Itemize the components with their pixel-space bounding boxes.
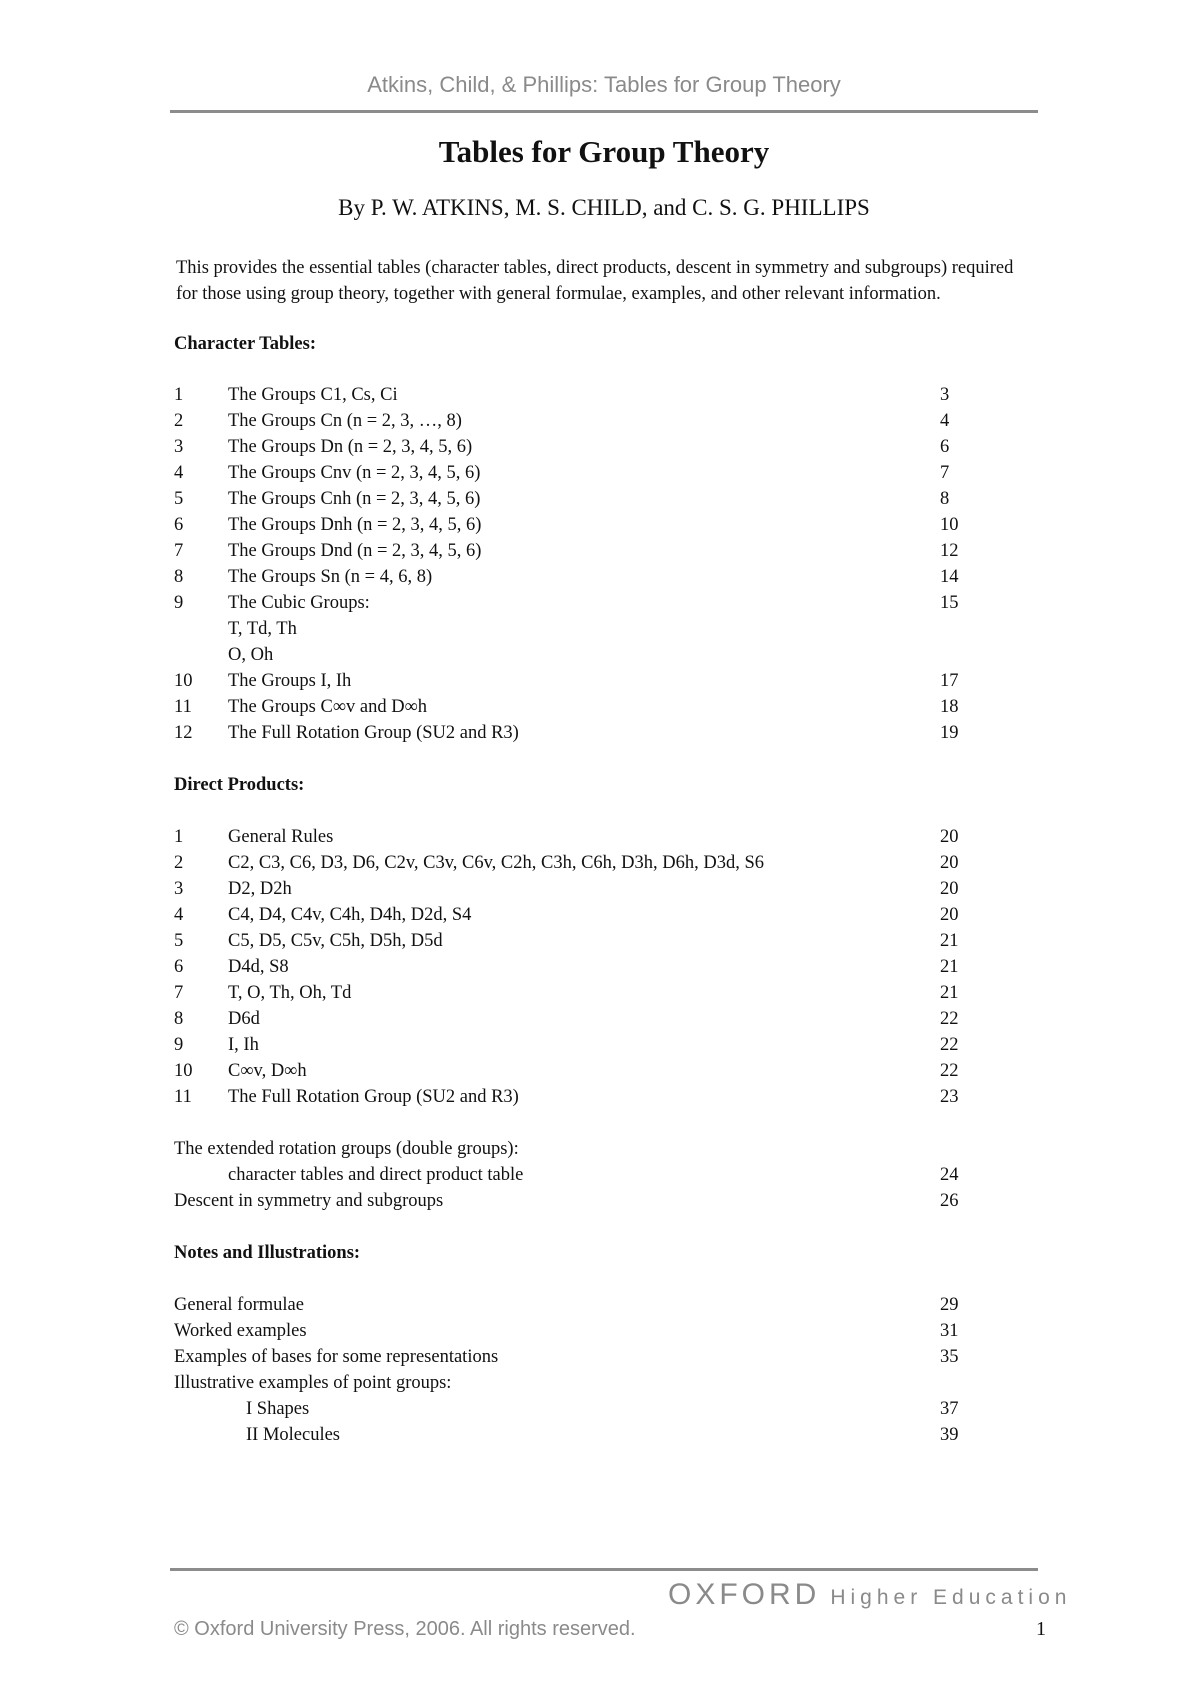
toc-page: 15 [940, 593, 959, 613]
toc-title: D2, D2h [228, 879, 292, 899]
toc-title: II Molecules [246, 1425, 341, 1445]
toc-page: 24 [940, 1165, 959, 1185]
toc-page: 4 [940, 411, 950, 431]
header-rule [170, 110, 1038, 113]
toc-number: 1 [174, 827, 184, 847]
toc-title: Examples of bases for some representations [174, 1347, 499, 1367]
intro-paragraph: This provides the essential tables (character tables, direct products, descent in symmetry and subgroups) required for those using group theory, together with general formulae, examples, and other relevant information. [176, 258, 1014, 304]
toc-title: The Groups Cnh (n = 2, 3, 4, 5, 6) [228, 489, 481, 509]
toc-number: 11 [174, 697, 192, 717]
toc-title: The Cubic Groups: [228, 593, 370, 613]
toc-page: 17 [940, 671, 959, 691]
toc-title: D4d, S8 [228, 957, 289, 977]
toc-page: 35 [940, 1347, 959, 1367]
toc-number: 2 [174, 853, 184, 873]
extended-groups-line: The extended rotation groups (double groups): [174, 1139, 519, 1159]
toc-title: The Groups Sn (n = 4, 6, 8) [228, 567, 433, 587]
toc-page: 22 [940, 1035, 959, 1055]
toc-page: 7 [940, 463, 950, 483]
toc-page: 23 [940, 1087, 959, 1107]
toc-number: 5 [174, 931, 184, 951]
toc-page: 8 [940, 489, 950, 509]
toc-title: The Full Rotation Group (SU2 and R3) [228, 723, 519, 743]
toc-title: General formulae [174, 1295, 304, 1315]
toc-title: C5, D5, C5v, C5h, D5h, D5d [228, 931, 443, 951]
toc-page: 21 [940, 957, 959, 977]
toc-title: The Groups I, Ih [228, 671, 352, 691]
toc-page: 12 [940, 541, 959, 561]
toc-page: 14 [940, 567, 959, 587]
toc-title: The Groups Dnd (n = 2, 3, 4, 5, 6) [228, 541, 482, 561]
toc-title: Illustrative examples of point groups: [174, 1373, 452, 1393]
toc-title: The Groups C1, Cs, Ci [228, 385, 398, 405]
toc-number: 11 [174, 1087, 192, 1107]
toc-number: 3 [174, 437, 184, 457]
toc-title: O, Oh [228, 645, 274, 665]
toc-title: T, O, Th, Oh, Td [228, 983, 352, 1003]
toc-title: C2, C3, C6, D3, D6, C2v, C3v, C6v, C2h, C3h, C6h, D3h, D6h, D3d, S6 [228, 853, 765, 873]
toc-number: 8 [174, 1009, 184, 1029]
running-head: Atkins, Child, & Phillips: Tables for Group Theory [367, 72, 841, 97]
toc-title: Worked examples [174, 1321, 307, 1341]
toc-page: 18 [940, 697, 959, 717]
toc-title: D6d [228, 1009, 260, 1029]
descent-line: Descent in symmetry and subgroups [174, 1191, 444, 1211]
copyright-notice: © Oxford University Press, 2006. All rights reserved. [174, 1618, 636, 1640]
toc-number: 10 [174, 1061, 193, 1081]
toc-page: 10 [940, 515, 959, 535]
character-tables-heading: Character Tables: [174, 334, 317, 354]
toc-number: 4 [174, 463, 184, 483]
toc-number: 7 [174, 541, 184, 561]
toc-title: C4, D4, C4v, C4h, D4h, D2d, S4 [228, 905, 472, 925]
toc-page: 20 [940, 905, 959, 925]
toc-number: 4 [174, 905, 184, 925]
direct-products-heading: Direct Products: [174, 775, 305, 795]
toc-number: 8 [174, 567, 184, 587]
toc-page: 20 [940, 879, 959, 899]
toc-page: 20 [940, 827, 959, 847]
toc-number: 9 [174, 593, 184, 613]
toc-title: I Shapes [246, 1399, 310, 1419]
toc-number: 9 [174, 1035, 184, 1055]
toc-number: 5 [174, 489, 184, 509]
toc-page: 37 [940, 1399, 959, 1419]
toc-page: 22 [940, 1061, 959, 1081]
toc-number: 6 [174, 957, 184, 977]
toc-page: 21 [940, 983, 959, 1003]
toc-title: The Groups C∞v and D∞h [228, 697, 428, 717]
oxford-logo [668, 1578, 1071, 1612]
toc-page: 39 [940, 1425, 959, 1445]
toc-page: 6 [940, 437, 950, 457]
toc-number: 6 [174, 515, 184, 535]
toc-page: 26 [940, 1191, 959, 1211]
toc-page: 21 [940, 931, 959, 951]
toc-title: I, Ih [228, 1035, 259, 1055]
toc-page: 19 [940, 723, 959, 743]
logo-main-text: OXFORD [668, 1578, 821, 1611]
toc-title: The Groups Cnv (n = 2, 3, 4, 5, 6) [228, 463, 481, 483]
logo-sub-text: Higher Education [830, 1586, 1072, 1609]
toc-number: 3 [174, 879, 184, 899]
notes-heading: Notes and Illustrations: [174, 1243, 361, 1263]
toc-page: 29 [940, 1295, 959, 1315]
toc-page: 20 [940, 853, 959, 873]
toc-number: 7 [174, 983, 184, 1003]
toc-page: 31 [940, 1321, 959, 1341]
toc-page: 22 [940, 1009, 959, 1029]
toc-title: The Full Rotation Group (SU2 and R3) [228, 1087, 519, 1107]
extended-groups-subline: character tables and direct product table [228, 1165, 524, 1185]
toc-title: The Groups Dn (n = 2, 3, 4, 5, 6) [228, 437, 473, 457]
toc-title: The Groups Dnh (n = 2, 3, 4, 5, 6) [228, 515, 482, 535]
toc-number: 12 [174, 723, 193, 743]
toc-title: T, Td, Th [228, 619, 297, 639]
toc-title: The Groups Cn (n = 2, 3, …, 8) [228, 411, 462, 431]
toc-number: 2 [174, 411, 184, 431]
authors-line: By P. W. ATKINS, M. S. CHILD, and C. S. G. PHILLIPS [338, 195, 870, 220]
toc-number: 10 [174, 671, 193, 691]
toc-title: C∞v, D∞h [228, 1061, 307, 1081]
toc-title: General Rules [228, 827, 334, 847]
toc-page: 3 [940, 385, 950, 405]
footer-rule [170, 1568, 1038, 1571]
page-number: 1 [1036, 1618, 1046, 1640]
document-title: Tables for Group Theory [438, 134, 770, 169]
toc-number: 1 [174, 385, 184, 405]
